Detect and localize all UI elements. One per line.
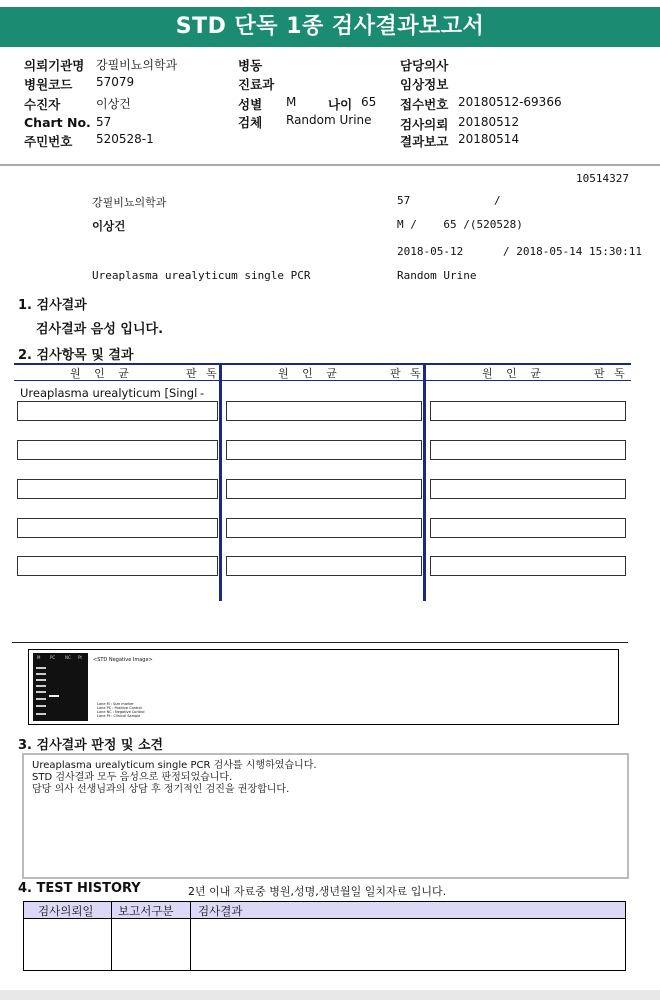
hospital-code-label: 병원코드 — [24, 77, 73, 92]
specimen-value: Random Urine — [286, 113, 372, 127]
history-col-result: 검사결과 — [198, 904, 243, 918]
institution-label: 의뢰기관명 — [24, 58, 85, 73]
history-col-report-type: 보고서구분 — [118, 904, 174, 918]
result-item-judgement: - — [200, 386, 205, 400]
history-col-divider — [190, 902, 191, 970]
report-chart-slash: / — [494, 194, 501, 207]
ward-label: 병동 — [238, 58, 263, 73]
age-label: 나이 — [328, 97, 353, 112]
section1-title: 1. 검사결과 — [18, 298, 87, 313]
patient-label: 수진자 — [24, 97, 61, 112]
header-divider — [0, 164, 660, 166]
report-id: 10514327 — [576, 172, 629, 185]
opinion-box — [22, 753, 629, 879]
section-divider — [12, 642, 628, 643]
chart-value: 57 — [96, 115, 112, 129]
patient-header — [0, 52, 660, 164]
report-test: Ureaplasma urealyticum single PCR — [92, 269, 311, 282]
receipt-value: 20180512-69366 — [458, 95, 562, 109]
report-title: STD 단독 1종 검사결과보고서 — [0, 7, 660, 47]
section3-title: 3. 검사결과 판정 및 소견 — [18, 738, 164, 753]
resident-value: 520528-1 — [96, 132, 154, 146]
col-header-judgement: 판 독 — [390, 367, 424, 380]
section1-result: 검사결과 음성 입니다. — [36, 322, 164, 337]
gel-lane-label: NC — [65, 655, 71, 660]
clinical-label: 임상정보 — [400, 77, 449, 92]
history-table-header — [24, 902, 625, 919]
result-cell — [226, 479, 422, 499]
result-cell — [17, 518, 218, 538]
report-date-value: 20180514 — [458, 132, 520, 146]
opinion-line: 담당 의사 선생님과의 상담 후 정기적인 검진을 권장합니다. — [32, 784, 290, 795]
report-institution: 강필비뇨의학과 — [92, 196, 167, 209]
col-header-pathogen: 원 인 균 — [482, 367, 546, 380]
result-cell — [430, 440, 626, 460]
gel-electrophoresis-image — [33, 653, 88, 721]
request-value: 20180512 — [458, 115, 520, 129]
col-header-pathogen: 원 인 균 — [278, 367, 342, 380]
history-note: 2년 이내 자료중 병원,성명,생년월일 일치자료 입니다. — [188, 885, 447, 898]
dept-label: 진료과 — [238, 77, 275, 92]
gel-lane-label: PC — [50, 655, 56, 660]
result-cell — [17, 401, 218, 421]
result-cell — [226, 401, 422, 421]
history-col-divider — [111, 902, 112, 970]
report-specimen: Random Urine — [397, 269, 477, 282]
col-header-pathogen: 원 인 균 — [70, 367, 134, 380]
chart-label: Chart No. — [24, 115, 91, 130]
specimen-label: 검체 — [238, 115, 263, 130]
receipt-label: 접수번호 — [400, 97, 449, 112]
result-cell — [430, 401, 626, 421]
result-cell — [226, 440, 422, 460]
report-dates: 2018-05-12 / 2018-05-14 15:30:11 — [397, 245, 643, 258]
section4-title: 4. TEST HISTORY — [18, 881, 141, 896]
report-sex-age: M / 65 /(520528) — [397, 218, 523, 231]
result-cell — [430, 479, 626, 499]
result-item-name: Ureaplasma urealyticum [Singl — [20, 386, 198, 400]
result-cell — [226, 518, 422, 538]
result-cell — [430, 556, 626, 576]
request-label: 검사의뢰 — [400, 117, 449, 132]
gel-lane-label: M — [37, 655, 41, 660]
page-footer — [0, 990, 660, 1000]
gel-lane-label: Pt — [78, 655, 82, 660]
column-separator — [219, 363, 222, 601]
col-header-judgement: 판 독 — [594, 367, 628, 380]
resident-label: 주민번호 — [24, 134, 73, 149]
result-cell — [17, 556, 218, 576]
result-cell — [430, 518, 626, 538]
sex-value: M — [286, 95, 297, 109]
patient-value: 이상건 — [96, 97, 131, 111]
opinion-line: STD 검사결과 모두 음성으로 판정되었습니다. — [32, 772, 233, 783]
column-separator — [423, 363, 426, 601]
section2-title: 2. 검사항목 및 결과 — [18, 348, 134, 363]
result-cell — [17, 440, 218, 460]
report-date-label: 결과보고 — [400, 134, 449, 149]
history-table — [23, 901, 626, 971]
report-patient: 이상건 — [92, 219, 126, 233]
report-chart: 57 — [397, 194, 411, 207]
gel-caption: <STD Negative Image> — [93, 657, 153, 663]
result-cell — [17, 479, 218, 499]
gel-legend: Lane M : Size marker Lane PC : Positive Control Lane NC : Negative Control Lane Pt : Clinical Sample — [97, 702, 145, 718]
result-cell — [226, 556, 422, 576]
institution-value: 강필비뇨의학과 — [96, 58, 178, 72]
sex-label: 성별 — [238, 97, 263, 112]
history-col-request-date: 검사의뢰일 — [38, 904, 94, 918]
hospital-code-value: 57079 — [96, 75, 135, 89]
opinion-line: Ureaplasma urealyticum single PCR 검사를 시행하였습니다. — [32, 760, 317, 771]
doctor-label: 담당의사 — [400, 58, 449, 73]
col-header-judgement: 판 독 — [186, 367, 220, 380]
age-value: 65 — [361, 95, 377, 109]
gel-image-panel — [28, 649, 619, 725]
